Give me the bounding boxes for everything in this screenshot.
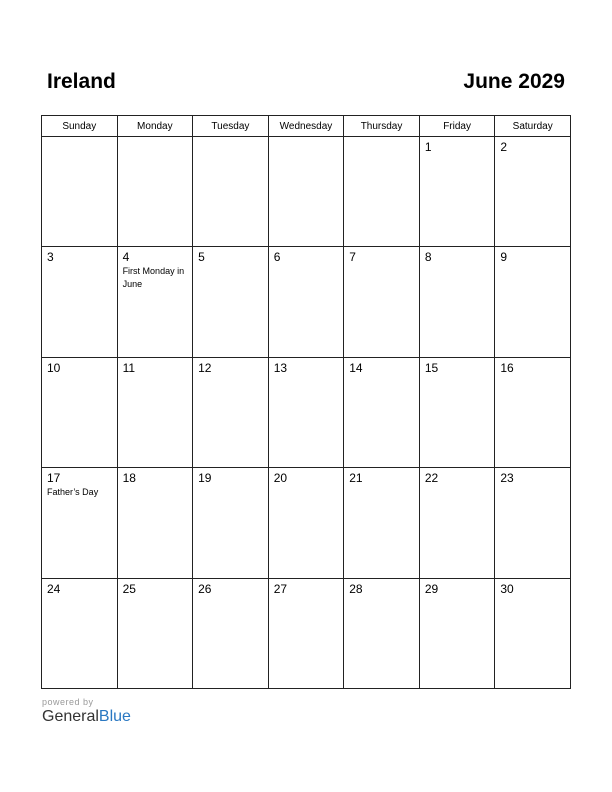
weekday-header: Friday xyxy=(419,116,495,137)
day-number: 23 xyxy=(500,471,514,486)
day-number: 27 xyxy=(273,581,288,596)
day-number xyxy=(344,137,419,140)
day-cell[interactable] xyxy=(42,137,118,247)
day-cell[interactable] xyxy=(117,247,193,357)
holiday-label: Father’s Day xyxy=(47,487,99,498)
day-number: 1 xyxy=(424,140,432,154)
day-cell[interactable] xyxy=(419,468,495,578)
day-number: 29 xyxy=(424,581,439,596)
day-number: 7 xyxy=(349,250,356,265)
day-cell[interactable] xyxy=(344,247,420,357)
day-cell[interactable] xyxy=(344,468,420,578)
day-cell[interactable] xyxy=(495,247,571,357)
day-number: 11 xyxy=(122,360,136,375)
day-cell[interactable] xyxy=(495,468,571,578)
day-number: 21 xyxy=(349,471,363,486)
day-cell[interactable] xyxy=(419,247,495,357)
day-number: 13 xyxy=(273,360,288,375)
week-row xyxy=(42,357,571,467)
day-number: 8 xyxy=(424,250,432,265)
day-cell[interactable] xyxy=(419,137,495,247)
day-number: 17 xyxy=(47,471,61,486)
day-number: 10 xyxy=(47,360,61,375)
month-year-title: June 2029 xyxy=(463,70,565,93)
day-cell[interactable] xyxy=(193,137,269,247)
day-cell[interactable] xyxy=(268,137,344,247)
weekday-header: Thursday xyxy=(344,116,420,137)
day-cell[interactable] xyxy=(268,578,344,688)
holiday-label: First Monday in June xyxy=(122,266,185,290)
day-cell[interactable] xyxy=(344,357,420,467)
day-number: 4 xyxy=(122,250,130,265)
day-cell[interactable] xyxy=(344,578,420,688)
day-number: 12 xyxy=(198,360,212,375)
day-number: 26 xyxy=(198,581,212,596)
day-number: 22 xyxy=(424,471,439,486)
day-cell[interactable] xyxy=(193,357,269,467)
day-number: 19 xyxy=(198,471,212,486)
week-row xyxy=(42,468,571,578)
week-row xyxy=(42,247,571,357)
day-number xyxy=(193,137,268,140)
day-cell[interactable] xyxy=(42,247,118,357)
day-cell[interactable] xyxy=(193,247,269,357)
day-cell[interactable] xyxy=(268,357,344,467)
day-cell[interactable] xyxy=(42,468,118,578)
day-number xyxy=(118,137,193,140)
day-number: 2 xyxy=(500,140,508,154)
day-cell[interactable] xyxy=(117,137,193,247)
footer-branding xyxy=(42,697,131,726)
powered-by-text: powered by xyxy=(42,697,94,707)
brand-general: General xyxy=(42,708,99,725)
day-cell[interactable] xyxy=(268,468,344,578)
country-title: Ireland xyxy=(47,70,116,93)
day-cell[interactable] xyxy=(42,578,118,688)
day-number: 20 xyxy=(273,471,288,486)
day-number: 28 xyxy=(349,581,363,596)
day-number xyxy=(269,137,344,140)
week-row xyxy=(42,578,571,688)
weekday-header-row xyxy=(42,116,571,137)
day-number xyxy=(42,137,117,140)
day-cell[interactable] xyxy=(419,357,495,467)
day-number: 18 xyxy=(122,471,136,486)
day-number: 25 xyxy=(122,581,136,596)
day-cell[interactable] xyxy=(42,357,118,467)
day-cell[interactable] xyxy=(117,468,193,578)
day-cell[interactable] xyxy=(117,578,193,688)
brand-blue: Blue xyxy=(98,708,131,725)
day-number: 15 xyxy=(424,360,439,375)
weekday-header: Saturday xyxy=(495,116,571,137)
day-cell[interactable] xyxy=(495,357,571,467)
day-number: 30 xyxy=(500,581,514,596)
day-number: 24 xyxy=(47,581,61,596)
day-cell[interactable] xyxy=(344,137,420,247)
day-number: 3 xyxy=(47,250,54,265)
day-cell[interactable] xyxy=(495,137,571,247)
day-number: 6 xyxy=(273,250,281,265)
calendar-grid xyxy=(41,115,571,689)
weekday-header: Sunday xyxy=(42,116,118,137)
day-number: 14 xyxy=(349,360,363,375)
day-number: 5 xyxy=(198,250,205,265)
week-row xyxy=(42,137,571,247)
weekday-header: Tuesday xyxy=(193,116,269,137)
day-cell[interactable] xyxy=(117,357,193,467)
day-cell[interactable] xyxy=(193,468,269,578)
day-number: 16 xyxy=(500,360,514,375)
weekday-header: Wednesday xyxy=(268,116,344,137)
day-cell[interactable] xyxy=(495,578,571,688)
day-cell[interactable] xyxy=(419,578,495,688)
brand-logo[interactable] xyxy=(42,708,131,726)
day-cell[interactable] xyxy=(268,247,344,357)
day-cell[interactable] xyxy=(193,578,269,688)
day-number: 9 xyxy=(500,250,508,265)
weekday-header: Monday xyxy=(117,116,193,137)
